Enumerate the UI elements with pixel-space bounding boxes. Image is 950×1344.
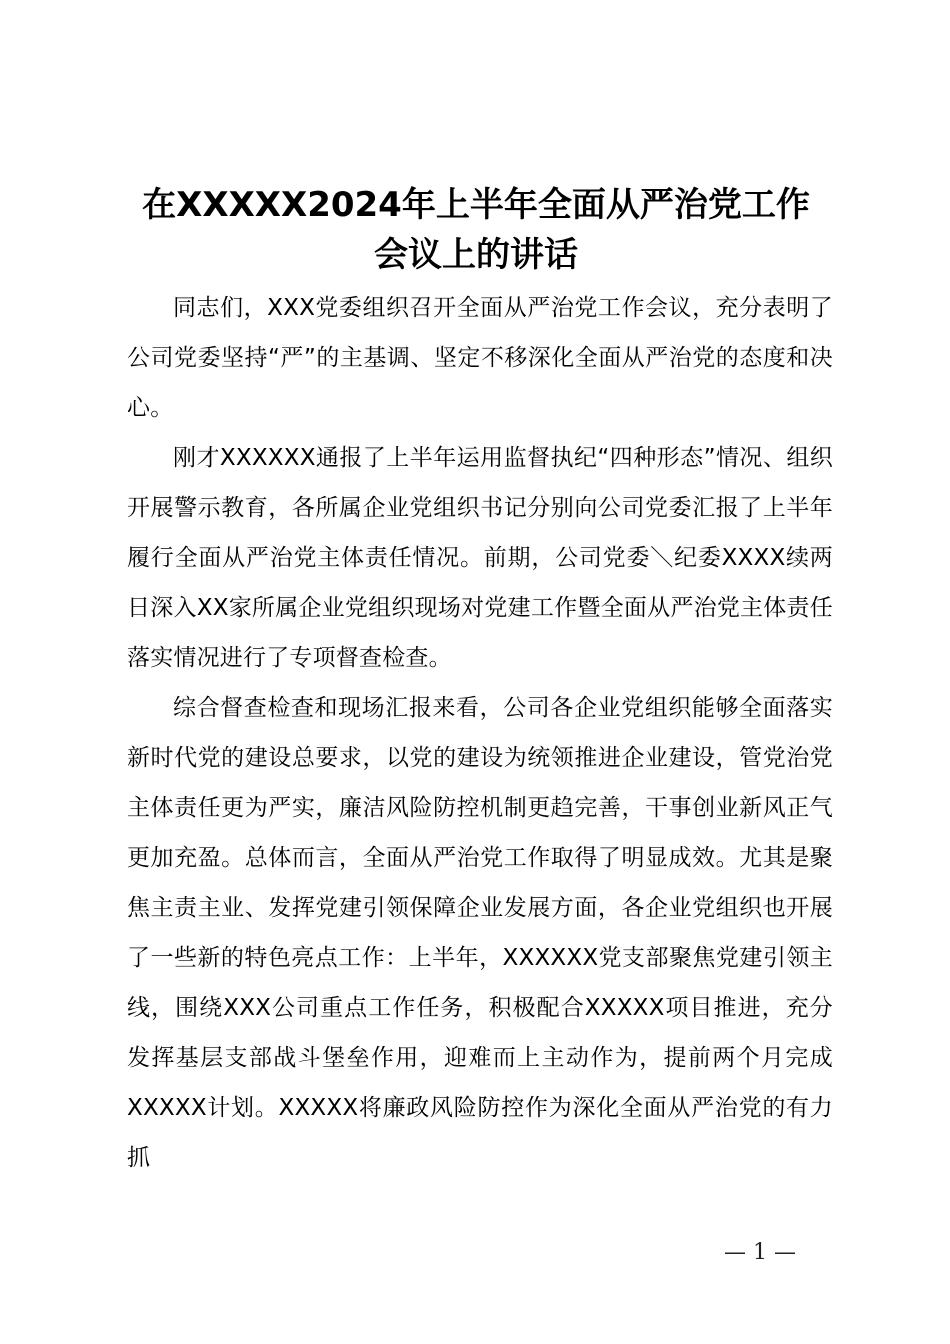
paragraph-1: 同志们，XXX党委组织召开全面从严治党工作会议，充分表明了公司党委坚持“严”的主基调、坚定不移深化全面从严治党的态度和决心。: [127, 295, 833, 421]
paragraph-3: 综合督查检查和现场汇报来看，公司各企业党组织能够全面落实新时代党的建设总要求，以党的建设为统领推进企业建设，管党治党主体责任更为严实，廉洁风险防控机制更趋完善，干事创业新风正气更加充盈。总体而言，全面从严治党工作取得了明显成效。尤其是聚焦主责主业、发挥党建引领保障企业发展方面，各企业党组织也开展了一些新的特色亮点工作：上半年，XXXXXX党支部聚焦党建引领主线，围绕XXX公司重点工作任务，积极配合XXXXX项目推进，充分发挥基层支部战斗堡垒作用，迎难而上主动作为，提前两个月完成XXXXX计划。XXXXX将廉政风险防控作为深化全面从严治党的有力抓: [127, 695, 833, 1171]
page-number: — 1 —: [724, 1240, 796, 1265]
paragraph-2: 刚才XXXXXX通报了上半年运用监督执纪“四种形态”情况、组织开展警示教育，各所属企业党组织书记分别向公司党委汇报了上半年履行全面从严治党主体责任情况。前期，公司党委＼纪委XXXX续两日深入XX家所属企业党组织现场对党建工作暨全面从严治党主体责任落实情况进行了专项督查检查。: [127, 445, 833, 671]
document-title-line-1: 在XXXXX2024年上半年全面从严治党工作: [142, 185, 810, 225]
document-title-line-2: 会议上的讲话: [374, 235, 578, 275]
document-body: [127, 283, 833, 1183]
